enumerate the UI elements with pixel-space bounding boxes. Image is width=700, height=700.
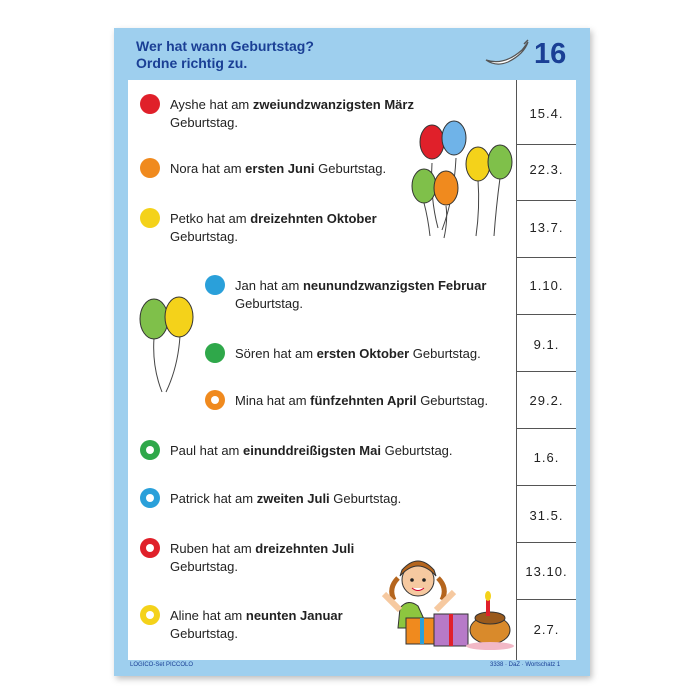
color-dot-ring xyxy=(205,390,225,410)
answer-date: 9.1. xyxy=(533,337,560,352)
statement-text: Sören hat am xyxy=(235,346,317,361)
statement-row xyxy=(235,277,525,313)
statement-suffix: Geburtstag. xyxy=(170,559,238,574)
banana-icon xyxy=(484,38,530,68)
worksheet-title xyxy=(136,38,314,72)
color-dot-solid xyxy=(140,208,160,228)
statement-text: Ruben hat am xyxy=(170,541,256,556)
title-line-2: Ordne richtig zu. xyxy=(136,55,248,71)
answer-cell-divider xyxy=(517,144,576,145)
statement-text: Paul hat am xyxy=(170,443,243,458)
statement-row xyxy=(170,210,410,246)
statement-text: Ayshe hat am xyxy=(170,97,253,112)
answer-date: 22.3. xyxy=(529,162,564,177)
statement-suffix: Geburtstag. xyxy=(170,626,238,641)
statement-row xyxy=(235,345,535,363)
answer-date: 29.2. xyxy=(529,393,564,408)
statement-date: ersten Oktober xyxy=(316,346,410,361)
color-dot-solid xyxy=(140,94,160,114)
footer-right: 3338 · DaZ · Wortschatz 1 xyxy=(490,662,561,668)
answer-cell-divider xyxy=(517,485,576,486)
answer-cell-divider xyxy=(517,599,576,600)
answer-cell-divider xyxy=(517,257,576,258)
color-dot-ring xyxy=(140,488,160,508)
statement-suffix: Geburtstag. xyxy=(170,229,238,244)
statement-date: ersten Juni xyxy=(245,161,315,176)
balloons-pair-illustration xyxy=(134,292,198,394)
statement-row xyxy=(170,442,520,460)
card-number: 16 xyxy=(534,38,567,70)
statement-date: neunundzwanzigsten Februar xyxy=(302,278,487,293)
statement-text: Jan hat am xyxy=(235,278,303,293)
answer-date: 13.7. xyxy=(529,220,564,235)
answer-date: 31.5. xyxy=(529,508,564,523)
answer-date: 13.10. xyxy=(525,564,568,579)
statement-date: fünfzehnten April xyxy=(310,393,417,408)
answer-cell-divider xyxy=(517,314,576,315)
answer-cell-divider xyxy=(517,200,576,201)
statement-row xyxy=(170,607,390,643)
statement-suffix: Geburtstag. xyxy=(170,115,238,130)
statement-date: einunddreißigsten Mai xyxy=(243,443,381,458)
statement-date: zweiundzwanzigsten März xyxy=(252,97,414,112)
statement-text: Nora hat am xyxy=(170,161,246,176)
statement-text: Aline hat am xyxy=(170,608,246,623)
answer-cell-divider xyxy=(517,371,576,372)
answer-date: 15.4. xyxy=(529,106,564,121)
statement-text: Patrick hat am xyxy=(170,491,257,506)
answer-date: 1.10. xyxy=(529,278,564,293)
statement-suffix: Geburtstag. xyxy=(412,346,481,361)
girl-with-gifts-illustration xyxy=(378,548,516,652)
statement-suffix: Geburtstag. xyxy=(318,161,387,176)
statement-row xyxy=(170,540,400,576)
answer-date: 2.7. xyxy=(533,622,560,637)
color-dot-ring xyxy=(140,605,160,625)
statement-row xyxy=(235,392,525,410)
statement-suffix: Geburtstag. xyxy=(333,491,402,506)
statement-text: Petko hat am xyxy=(170,211,251,226)
color-dot-solid xyxy=(205,343,225,363)
footer-left: LOGICO-Set PICCOLO xyxy=(130,662,194,668)
color-dot-ring xyxy=(140,440,160,460)
statement-date: neunten Januar xyxy=(245,608,343,623)
answer-cell-divider xyxy=(517,428,576,429)
statement-suffix: Geburtstag. xyxy=(384,443,453,458)
statement-text: Mina hat am xyxy=(235,393,311,408)
statement-row xyxy=(170,490,520,508)
balloons-illustration xyxy=(408,118,516,240)
answer-date: 1.6. xyxy=(533,450,560,465)
title-line-1: Wer hat wann Geburtstag? xyxy=(136,38,314,54)
color-dot-solid xyxy=(140,158,160,178)
statement-date: dreizehnten Oktober xyxy=(250,211,377,226)
answer-cell-divider xyxy=(517,542,576,543)
statement-suffix: Geburtstag. xyxy=(235,296,303,311)
statement-date: dreizehnten Juli xyxy=(255,541,355,556)
color-dot-ring xyxy=(140,538,160,558)
color-dot-solid xyxy=(205,275,225,295)
statement-row xyxy=(170,96,440,132)
statement-date: zweiten Juli xyxy=(256,491,330,506)
statement-suffix: Geburtstag. xyxy=(420,393,489,408)
